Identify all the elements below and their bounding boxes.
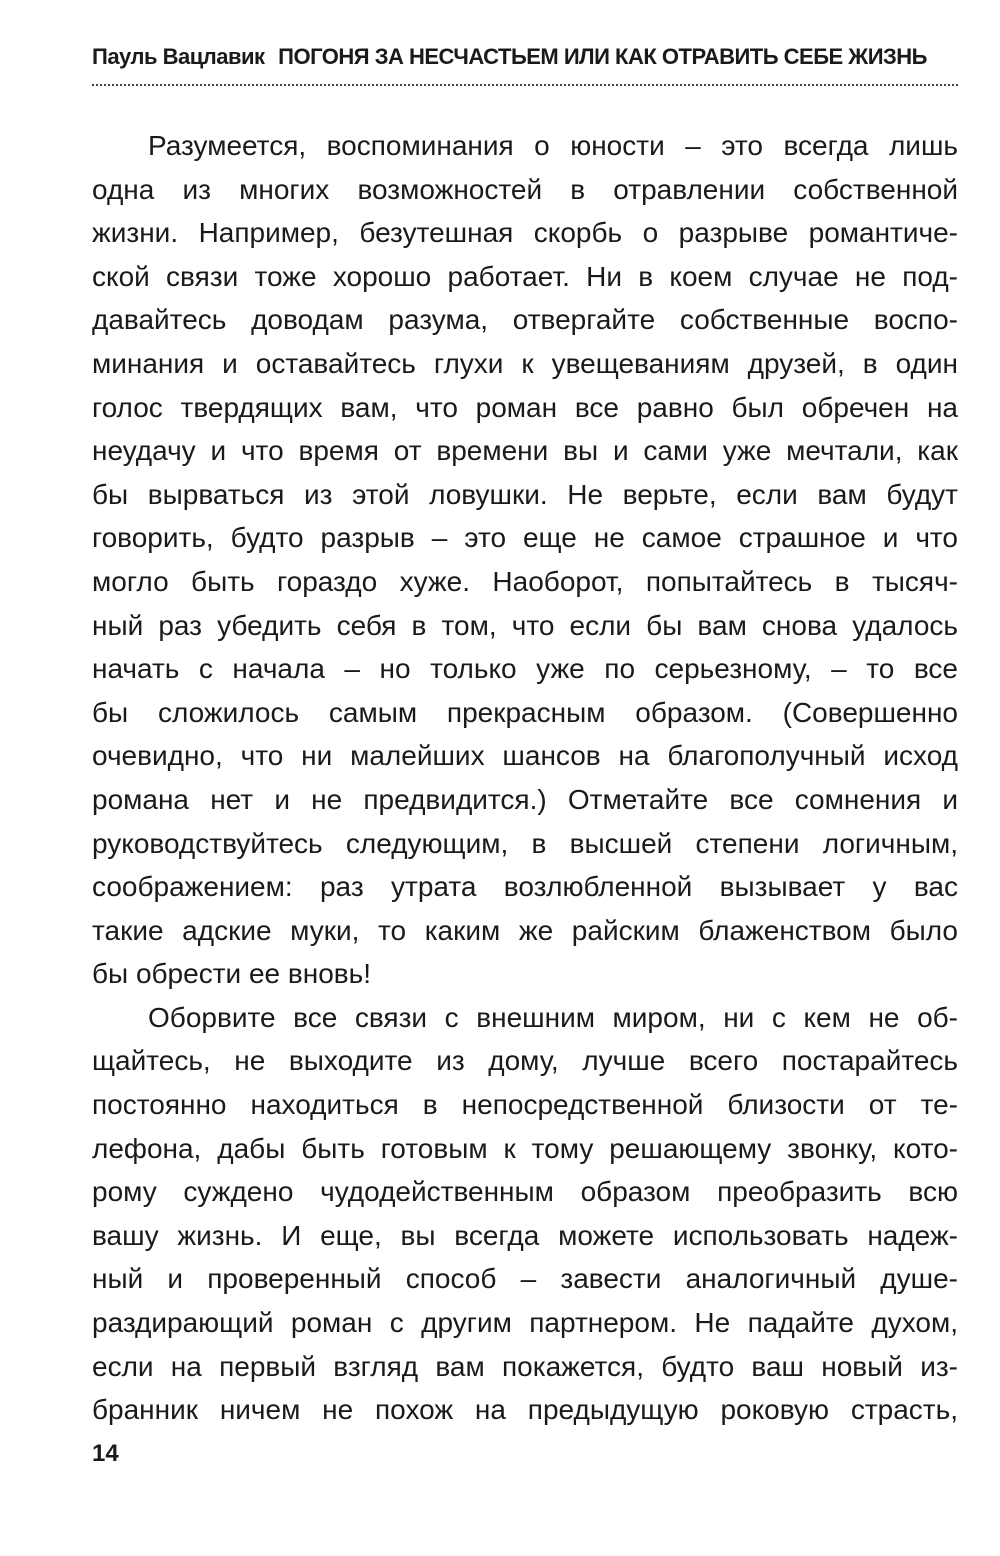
text-line: Разумеется, воспоминания о юности – это всегда лишь: [148, 130, 958, 161]
text-line: рому суждено чудодейственным образом преобразить всю: [92, 1176, 958, 1208]
text-line: бранник ничем не похож на предыдущую роковую страсть,: [92, 1394, 958, 1426]
text-line: неудачу и что время от времени вы и сами уже мечтали, как: [92, 435, 958, 467]
text-line: голос твердящих вам, что роман все равно был обречен на: [92, 391, 958, 423]
text-line: бы обрести ее вновь!: [92, 958, 372, 990]
text-line: если на первый взгляд вам покажется, будто ваш новый из-: [92, 1350, 958, 1382]
page-number: 14: [92, 1440, 119, 1467]
text-line: раздирающий роман с другим партнером. Не падайте духом,: [92, 1307, 958, 1339]
text-line: одна из многих возможностей в отравлении собственной: [92, 173, 958, 205]
text-line: ской связи тоже хорошо работает. Ни в коем случае не под-: [92, 260, 958, 292]
text-line: щайтесь, не выходите из дому, лучше всего постарайтесь: [92, 1045, 958, 1077]
text-line: постоянно находиться в непосредственной близости от те-: [92, 1089, 958, 1121]
text-line: такие адские муки, то каким же райским блаженством было: [92, 914, 958, 946]
header-title: ПОГОНЯ ЗА НЕСЧАСТЬЕМ ИЛИ КАК ОТРАВИТЬ СЕБЕ ЖИЗНЬ: [278, 44, 927, 69]
text-line: минания и оставайтесь глухи к увещеваниям друзей, в один: [92, 347, 958, 379]
text-line: давайтесь доводам разума, отвергайте собственные воспо-: [92, 304, 958, 336]
text-line: очевидно, что ни малейших шансов на благополучный исход: [92, 740, 958, 772]
text-line: бы вырваться из этой ловушки. Не верьте, если вам будут: [92, 478, 958, 510]
header-author: Пауль Вацлавик: [92, 44, 265, 69]
text-line: говорить, будто разрыв – это еще не самое страшное и что: [92, 522, 958, 554]
text-line: ный раз убедить себя в том, что если бы вам снова удалось: [92, 609, 958, 641]
text-line: романа нет и не предвидится.) Отметайте все сомнения и: [92, 783, 958, 815]
text-line: жизни. Например, безутешная скорбь о разрыве романтиче-: [92, 217, 958, 249]
text-line: Оборвите все связи с внешним миром, ни с кем не об-: [148, 1001, 958, 1033]
text-line: бы сложилось самым прекрасным образом. (Совершенно: [92, 696, 958, 728]
paragraph: [92, 124, 958, 996]
paragraph: [92, 996, 958, 1432]
text-line: начать с начала – но только уже по серьезному, – то все: [92, 653, 958, 685]
running-header: [92, 44, 935, 70]
text-line: ный и проверенный способ – завести аналогичный душе-: [92, 1263, 958, 1295]
text-line: соображением: раз утрата возлюбленной вызывает у вас: [92, 871, 958, 903]
text-line: могло быть гораздо хуже. Наоборот, попытайтесь в тысяч-: [92, 565, 958, 597]
text-line: вашу жизнь. И еще, вы всегда можете использовать надеж-: [92, 1219, 958, 1251]
text-line: лефона, дабы быть готовым к тому решающему звонку, кото-: [92, 1132, 958, 1164]
page-body: [92, 124, 958, 1432]
text-line: руководствуйтесь следующим, в высшей степени логичным,: [92, 827, 958, 859]
header-divider: [92, 84, 958, 86]
